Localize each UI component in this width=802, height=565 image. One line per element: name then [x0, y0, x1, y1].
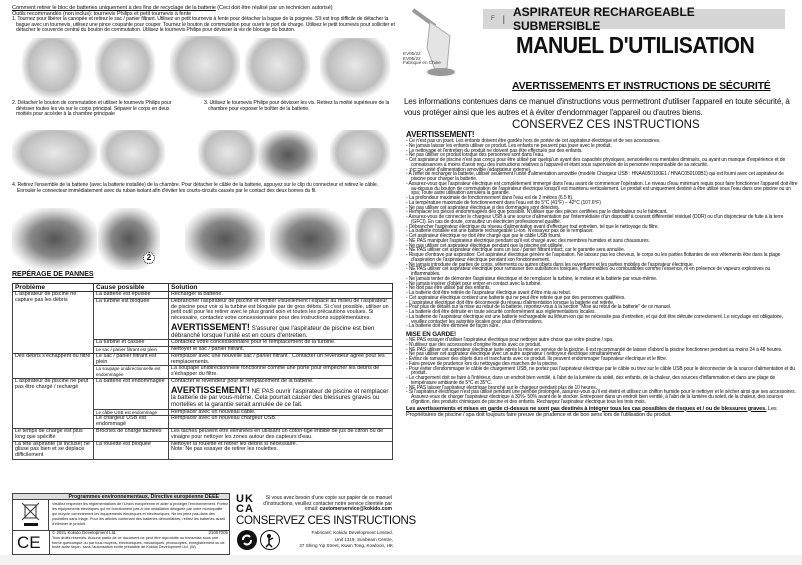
warning-item: - Ne pas utiliser cet aspirateur électrique si des dommages sont détectés. — [406, 204, 560, 211]
caution-item: - NE PAS laisser l'aspirateur électrique branché sur le chargeur pendant plus de 10 heures. — [406, 384, 597, 391]
warning-label: AVERTISSEMENT! — [171, 321, 250, 332]
warning-text: S'assurer que l'aspirateur de piscine est bien débranché lorsque l'unité est en cours d'entretien. — [171, 324, 375, 339]
doc-code: 21007005 — [208, 530, 228, 535]
warning-item: - La batterie doit être éliminée de façon sûre. — [406, 323, 500, 330]
warning-item: - La batterie doit être retirée de l'aspirateur électrique avant d'être mis au rebut. — [406, 290, 571, 296]
warning-title: AVERTISSEMENT! — [406, 130, 475, 139]
manufacturer-line: 27 Shing Yip Street, Kwun Tong, Kowloon, HK — [299, 543, 393, 548]
warning-item: - Ne jamais introduire de parties de corps, vêtements ou autres objets dans les ouvertures et les parties mobiles de l'aspirateur électrique. — [406, 261, 694, 268]
disclaimer-text: Les Propriétaires de piscine / spa doit toujours faire preuve de prudence et de bon sens lors de l'utilisation du produit. — [406, 405, 777, 418]
problem-cell: L'aspirateur de piscine ne capture pas les débris — [13, 292, 94, 354]
support-email[interactable]: customerservice@kokido.com — [319, 506, 392, 513]
warning-item: - Ne pas utiliser cet aspirateur électrique pendant que la piscine est utilisée. — [406, 242, 564, 249]
disclaimer-bold: Les avertissements et mises en garde ci-dessus ne sont pas destinés à intégrer tous les cas possibles de risques et / ou de blessures graves. — [406, 405, 767, 412]
weee-text: Veuillez respecter les réglementations de l'Union européenne et aider à protéger l'environnement. Portez les équipements électriques qui ne fonctionnent pas à une installation désignée par votre municipalité qui recycle correctement les équipements électriques et électroniques. Ne les jetez pas dans des poubelles sans triage. Pour les articles contenant des batteries démontables, retirez les batteries avant d'éliminer le produit. — [52, 502, 229, 526]
warning-text: NE PAS ouvrir l'aspirateur de piscine et remplacer la batterie de par vous-même. Cela pourrait causer des blessures graves ou mortelles et la garantie serait annulée de ce fait. — [171, 387, 389, 408]
caution-item: - Pour éviter d'endommager le câble de chargement USB, ne portez pas l'aspirateur électrique par le câble ou tirez sur le câble USB pour le déconnecter de la source d'alimentation et du produit. — [406, 365, 795, 377]
weee-title: Programmes environnementaux, Directive européenne DEEE — [13, 494, 229, 500]
weee-bin-icon — [13, 500, 49, 530]
caution-item: - Si l'aspirateur électrique n'est pas utilisé pendant une période prolongée, assurez-vous qu'il est éteint et utilisez un chiffon humide pour le nettoyer et le sécher ainsi que ses accessoires. Assurez-vous de charger l'aspirateur électrique à 30%- 50% avant de le stocker. Entreposer dans un endroit bien ventilé, à l'abri de la lumière du soleil, de la chaleur, des sources d'ignition, des produits chimiques de piscine et des enfants. Rechargez l'aspirateur électrique tous les trois mois. — [406, 389, 796, 405]
product-name: ASPIRATEUR RECHARGEABLE SUBMERSIBLE — [513, 5, 695, 33]
warning-item: - Ne doit pas être utilisé par des enfants. — [406, 285, 491, 292]
table-row — [13, 428, 393, 441]
col-cause: Cause possible — [94, 284, 169, 292]
caution-items — [404, 338, 799, 405]
solution-cell — [169, 441, 393, 459]
manufacturer-address — [285, 530, 393, 550]
recycle-symbol-icon — [237, 530, 257, 550]
solution-cell: Les taches peuvent être éliminées en utilisant un coton-tige imbibé de jus de citron ou de vinaigre pour nettoyer les zones autour des capteurs d'eau. — [169, 428, 393, 441]
copyright-block — [52, 531, 228, 550]
warning-item: - L'aspirateur électrique doit être déconnecté du réseau d'alimentation lorsque la batterie est retirée. — [406, 299, 615, 306]
battery-pack-photo — [355, 208, 395, 270]
cause-cell: Le sac / panier filtrant est plein — [94, 346, 169, 353]
warning-item: - Le nettoyage et l'entretien du produit ne doivent pas être effectués par des enfants. — [406, 147, 583, 154]
warning-item: - Risque d'entrave par aspiration: Cet aspirateur électrique génère de l'aspiration. Ne laissez pas les cheveux, le corps ou les parties flottantes de vos vêtements être dans la plage d'aspiration de l'aspirateur électrique pendant son fonctionnement. — [406, 252, 781, 263]
language-code: F — [491, 16, 495, 22]
warning-item: - Ce n'est pas un jouet. Les enfants doivent être gardés hors de portée de cet aspirateur électrique et de ses accessoires. — [406, 138, 661, 144]
solution-cell — [169, 298, 393, 339]
step-1: 1. Tournez pour libérer la canopée et retirez le sac / panier filtrant. Utilisez un petit tournevis à fente pour détacher la bague de la poignée. S'il est trop difficile de détacher la bague avec un tournevis, utilisez une pince coupante pour couper. Tournez le bouton de commutation pour ouvrir le port de charge. Utilisez le petit tournevis pour solliciter et détacher le couvercle central du bouton de commutation. Utilisez le tournevis Philips pour dévisser la vis de blocage du bouton. — [12, 16, 395, 34]
warning-item: - La batterie doit être détruite en toute sécurité conformément aux réglementations locales. — [406, 309, 596, 315]
warning-item: - Remplacer les pièces endommagées dès que possible. N'utiliser que des pièces certifiées par le distributeur ou le fabricant. — [406, 209, 668, 216]
warning-item: - NE PAS utiliser cet aspirateur électrique sans un sac / panier filtrant intact, car le garantie sera annulée. — [406, 247, 625, 254]
solution-text: Nettoyer la roulette et retirer les débris si nécessaire. — [171, 440, 298, 447]
keep-instructions: CONSERVEZ CES INSTRUCTIONS — [512, 119, 700, 131]
halves-photo — [100, 130, 165, 180]
col-problem: Problème — [13, 284, 94, 292]
paper-copy-text: Si vous avez besoin d'une copie sur papier de ce manuel d'instructions, veuillez contacter notre service clientèle par email: — [263, 495, 392, 513]
warning-item: - NE PAS utiliser cet aspirateur électrique pour ramasser des substances toxiques, inflammables ou combustibles comme l'essence, ni en présence de vapeurs explosives ou inflammables. — [406, 266, 771, 277]
product-image — [405, 8, 470, 78]
switch-photo — [245, 38, 310, 98]
chamber-photo — [198, 130, 258, 180]
table-row — [13, 353, 393, 366]
warning-item: - La batterie installée est une batterie rechargeable Li-ion. N'essayez pas de le remplacer. — [406, 228, 594, 235]
rights-text: Tous droits réservés. Aucune partie de ce document ne peut être reproduite ou transmise sous une forme quelconque ou par tous moyens, électroniques, mécaniques, photocopies, enregistrement ou de toute autre façon, sans l'autorisation écrite préalable de Kokido Development Ltd. (W) — [52, 535, 225, 550]
solution-cell: Remplacer avec un nouveau câble. — [169, 409, 393, 416]
page-bottom-strip — [0, 555, 802, 565]
ce-mark: CE — [17, 533, 41, 552]
caution-item: - Évitez de ramasser des objets durs et tranchants avec ce produit. Ils peuvent endommager l'aspirateur électrique et le filtre. — [406, 356, 668, 362]
intro-title: Comment retirer le bloc de batteries uniquement à des fins de recyclage de la batterie — [12, 5, 216, 11]
warning-item: - Cet aspirateur électrique contient une batterie qui ne peut être retirée que par des personnes qualifiées. — [406, 294, 626, 301]
battery-photo-3 — [185, 208, 265, 270]
cause-cell: La turbine est bloquée — [94, 298, 169, 339]
solution-note: Note: Ne pas essayer de retirer les roulettes. — [171, 446, 278, 453]
product-photo-step1b — [95, 38, 155, 98]
warning-item: - Débrancher l'aspirateur électrique du réseau d'alimentation avant d'effectuer tout entretien, tel que le nettoyage du filtre. — [406, 223, 659, 230]
weee-box — [12, 493, 230, 555]
warning-item: - A l'effet de recharger la batterie, utiliser seulement l'unité d'alimentation amovible (modèle Chargeur USB : HNAA050100E1 / HNAC050100B1) qui est fourni avec cet aspirateur de piscine pour charger la batterie. — [406, 171, 784, 182]
solution-cell: Nettoyer le sac / panier filtrant. — [169, 346, 393, 353]
table-row — [13, 378, 393, 409]
caution-title: MISE EN GARDE! — [406, 331, 456, 338]
troubleshooting-table — [12, 283, 393, 460]
intro-note: (Ceci doit être réalisé par un technicien autorisé) — [217, 5, 333, 11]
made-in: Fabriqué en Chine — [403, 60, 441, 66]
copyright: © 2021 Kokido Development Ltd. — [52, 530, 117, 535]
solution-cell: Recharger la batterie. — [169, 292, 393, 299]
step-2: 2. Détacher le bouton de commutation et utiliser le tournevis Philips pour dévisser toutes les vis sur le corps principal. Séparer le corps en deux moitiés pour accéder à la chambre principale — [12, 100, 172, 118]
step-4: 4. Retirez l'ensemble de la batterie (avec la batterie installée) de la chambre. Pour détacher le câble de la batterie, appuyez sur le clip du connecteur et retirez le câble. Enrouler le connecteur immédiatement avec du ruban isolant afin d'éviter les courts-circuits causés par le contact des deux bornes du fil. — [12, 182, 378, 194]
cause-cell: La batterie est endommagée — [94, 378, 169, 409]
safety-intro: Les informations contenues dans ce manuel d'instructions vous permettront d'utiliser l'appareil en toute sécurité, à vous protéger ainsi que les autres et à éviter d'endommager l'appareil ou d'autres biens. — [404, 97, 790, 117]
caution-item: - Faire preuve de prudence lors du nettoyage des marches de la piscine. — [406, 360, 559, 367]
switch-cover-photo — [320, 38, 390, 98]
warning-item: - La batterie de l'aspirateur électrique est une batterie rechargeable au lithium-ion qui ne nécessite pas d'entretien, et qui doit être détruite correctement. Le recyclage est obligatoire, veuillez contacter les autorités locales pour plus d'informations. — [406, 313, 783, 325]
model-number: EV05/22 — [403, 51, 421, 56]
warning-item: - Ne jamais tenter de démonter l'aspirateur électrique et de remplacer la turbine, le moteur et la batterie par vous-même. — [406, 275, 658, 282]
warning-item: - Assurez-vous que l'aspirateur électrique est complètement immergé dans l'eau avant de commencer l'opération. Le niveau d'eau minimum requis pour faire fonctionner l'appareil doit être au-dessus du bouton de commutation de l'aspirateur électrique lorsqu'il est maintenu verticalement. Le produit est uniquement destiné à être utilisé sous l'eau dans une piscine ou un spa; Toute autre utilisation annulera la garantie. — [406, 180, 798, 197]
problem-cell: La tête aspirante (si incluse) ne glisse pas bien et se déplace difficilement — [13, 441, 94, 459]
manufacturer-line: Fabricant: Kokido Development Limited. — [311, 530, 393, 535]
warning-item: - Ne pas utiliser ce produit lorsque des personnes sont dans l'eau. — [406, 152, 545, 159]
warning-item: - Ne jamais laisser les enfants utiliser ce produit. Les enfants ne peuvent pas jouer avec le produit. — [406, 142, 612, 149]
warning-item: - NE PAS manipuler l'aspirateur électrique pendant qu'il est chargé avec des membres humides et sans chaussures. — [406, 237, 650, 244]
ukca-mark: UK CA — [236, 493, 254, 515]
warning-item: - La température maximale de fonctionnement dans l'eau est de 5°C (41°F) – 42°C (107.6°F) — [406, 199, 601, 206]
problem-cell: Des débris s'échappent du filtre — [13, 353, 94, 378]
screwdriver-photo — [170, 36, 240, 98]
paper-copy-note — [262, 496, 392, 513]
keep-instructions-footer: CONSERVEZ CES INSTRUCTIONS — [236, 515, 416, 527]
body-photo — [12, 130, 97, 180]
header-bar: F | ASPIRATEUR RECHARGEABLE SUBMERSIBLE — [483, 9, 785, 29]
caution-item: - Ne pas utiliser cet aspirateur électrique avec un autre aspirateur / nettoyeur électrique simultanément. — [406, 351, 622, 358]
warning-items — [404, 139, 799, 329]
caution-item: - NE PAS essayer d'utiliser l'aspirateur électrique pour nettoyer autre chose que votre piscine / spa. — [406, 337, 614, 343]
warning-label: AVERTISSEMENT! — [171, 384, 250, 395]
col-solution: Solution — [169, 284, 393, 292]
warning-item: - Assurez-vous de connecter le chargeur USB à une source d'alimentation par l'intermédiaire d'un dispositif à courant différentiel résiduel (DDR) ou d'un disjoncteur de fuite à la terre (GFCI). En cas de doute, consultez un électricien professionnel qualifié. — [406, 214, 784, 225]
problem-cell: L'aspirateur de piscine ne peut pas être chargé / rechargé — [13, 378, 94, 428]
warning-item: - Pour plus de détails sur la mise au rebut de la batterie, reportez-vous à la section "Mise au rebut de la batterie" de ce manuel. — [406, 304, 672, 311]
warning-item: - Ne jamais insérer d'objet pour entrer en contact avec la turbine. — [406, 280, 542, 287]
cause-cell: Le câble USB est endommagé — [94, 409, 169, 416]
final-disclaimer — [404, 406, 799, 418]
recycling-instructions — [12, 6, 397, 34]
solution-cell: Contactez votre concessionnaire pour le remplacement de la turbine. — [169, 340, 393, 347]
battery-photo-1 — [12, 208, 97, 270]
solution-cell: La soupape unidirectionnelle fonctionne comme une porte pour empêcher les débris de s'échapper du filtre. — [169, 366, 393, 379]
solution-cell: Remplacer avec un nouveau chargeur USB. — [169, 416, 393, 429]
solution-cell: Remplacer avec une nouvelle sac / panier filtrant . Contacter un revendeur agréé pour les remplacements. — [169, 353, 393, 366]
cause-cell: La batterie est épuisée — [94, 292, 169, 299]
solution-text: Contacter le revendeur pour le remplacement de la batterie. — [171, 377, 314, 384]
screws-photo — [258, 130, 318, 180]
cause-cell: Broches de charge tachées — [94, 428, 169, 441]
caution-item: - N'utilisez que des accessoires d'origine fournis avec ce produit. — [406, 341, 542, 348]
cause-cell: Le chargeur USB est endommagé — [94, 416, 169, 429]
caution-item: - NE PAS utiliser cet aspirateur électrique juste après la mise en service de la piscine. Il est recommandé de laisser d'abord la piscine fonctionner pendant au moins 24 à 48 heures. — [406, 346, 783, 353]
troubleshooting-title: REPÉRAGE DE PANNES — [12, 271, 94, 278]
warnings-list — [404, 129, 799, 418]
problem-cell: Le temps de charge est plus long que spécifié — [13, 428, 94, 441]
cause-cell: Le sac / panier filtrant est plein — [94, 353, 169, 366]
step-2-callout: 2 — [143, 252, 155, 264]
safety-section-title: AVERTISSEMENTS ET INSTRUCTIONS DE SÉCURITÉ — [512, 80, 771, 92]
battery-housing-photo — [330, 130, 390, 180]
manufacturer-line: Unit 1319, Sunbeam Centre, — [334, 536, 393, 542]
table-row — [13, 441, 393, 459]
warning-item: - Cet aspirateur électrique ne doit être chargé que par le câble USB fourni. — [406, 233, 562, 239]
solution-cell — [169, 378, 393, 409]
warning-item: - ⊅⊏⊐< unité d'alimentation amovible (adaptateur externe). — [406, 166, 532, 173]
cause-cell: La roulette est bloquée — [94, 441, 169, 459]
tools-line: Outils recommandés (non inclus): tournevis Philips et petit tournevis à fente — [12, 10, 192, 17]
product-photo-step1a — [22, 38, 82, 98]
caution-item: - Le chargement doit se faire à l'intérieur, dans un endroit bien ventilé, à l'abri de la lumière du soleil, des enfants, de la chaleur, des sources d'inflammation et dans une plage de température ambiante de 5°C et 35°C. — [406, 375, 776, 386]
model-info — [403, 52, 441, 66]
battery-photo-4 — [270, 208, 350, 270]
warning-item: - Cet aspirateur de piscine n'est pas conçu pour être utilisé par quelqu'un ayant des capacités physiques, sensorielles ou mentales diminués, ou ayant un manque d'expérience et de connaissances à moins d'avoir reçu des instructions relatives à l'appareil et étant sous supervision de la personne responsable de sa sécurité. — [406, 157, 786, 168]
step-3: 3. Utilisez le tournevis Philips pour dévisser les vis. Retirez la moitié supérieure de la chambre pour exposer le boîtier de la batterie. — [204, 100, 390, 112]
model-number: EV06/22 — [403, 55, 421, 61]
cause-cell: La soupape unidirectionnelle est endommagée — [94, 366, 169, 379]
warning-item: - La profondeur maximale de fonctionnement dans l'eau est de 2 mètres (6.5 ft). — [406, 195, 574, 201]
solution-text: Débrancher l'aspirateur de piscine et vérifier visuellement l'espace au milieu de l'aspirateur de piscine pour voir si la turbine est bloquée par de gros débris. Si c'est possible, utiliser un petit outil pour les retirer avec le plus grand soin et toutes les précautions voulues. Si nécessaire, contactez votre concessionnaire pour des instructions supplémentaires. — [171, 297, 389, 322]
cause-cell: La turbine et cassée — [94, 340, 169, 347]
tidyman-icon — [260, 530, 280, 550]
manual-title: MANUEL D'UTILISATION — [516, 32, 755, 58]
